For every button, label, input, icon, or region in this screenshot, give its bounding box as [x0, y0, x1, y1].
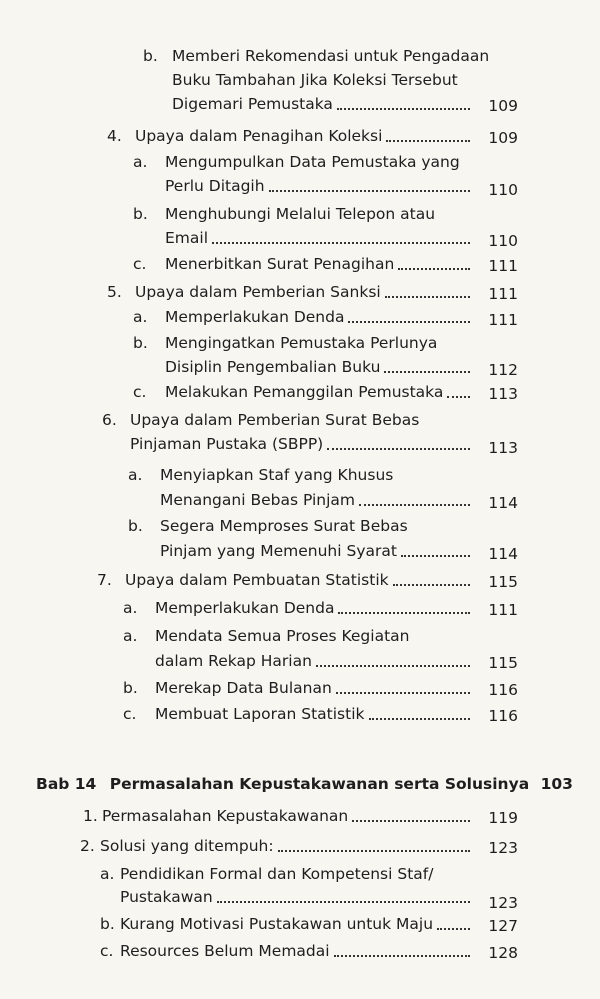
toc-item-label: a.	[133, 308, 148, 326]
toc-entry-row	[100, 834, 474, 858]
dot-leader	[384, 370, 470, 373]
toc-item-text: Mengumpulkan Data Pemustaka yang	[165, 153, 460, 171]
toc-item-text: Melakukan Pemanggilan Pemustaka	[165, 383, 444, 401]
toc-entry-row	[102, 804, 474, 828]
dot-leader	[336, 691, 470, 694]
toc-item-text: Pinjam yang Memenuhi Syarat	[160, 542, 397, 560]
toc-item-label: a.	[123, 599, 138, 617]
toc-item-text: Upaya dalam Pemberian Surat Bebas	[130, 411, 420, 429]
dot-leader	[348, 320, 470, 323]
chapter-page-number: 103	[540, 775, 573, 793]
toc-page-number: 112	[488, 361, 518, 379]
toc-item-text: Upaya dalam Pemberian Sanksi	[135, 283, 381, 301]
toc-page-number: 113	[488, 439, 518, 457]
toc-item-text: Upaya dalam Penagihan Koleksi	[135, 127, 383, 145]
toc-item-text: Memperlakukan Denda	[155, 599, 335, 617]
toc-item-label: a.	[100, 865, 115, 883]
toc-page-number: 113	[488, 385, 518, 403]
toc-item-label: 6.	[102, 411, 117, 429]
toc-item-label: b.	[133, 334, 148, 352]
toc-page-number: 114	[488, 494, 518, 512]
toc-item-text: Membuat Laporan Statistik	[155, 705, 365, 723]
dot-leader	[278, 849, 470, 852]
toc-entry-row	[155, 596, 474, 620]
toc-entry-row	[165, 380, 474, 404]
toc-page-number: 127	[488, 917, 518, 935]
toc-item-label: 1.	[83, 807, 98, 825]
toc-item-text: Segera Memproses Surat Bebas	[160, 517, 408, 535]
toc-item-text: Menghubungi Melalui Telepon atau	[165, 205, 436, 223]
toc-item-label: a.	[123, 627, 138, 645]
toc-entry-row	[155, 649, 474, 673]
toc-item-label: 7.	[97, 571, 112, 589]
chapter-title: Permasalahan Kepustakawanan serta Solusinya	[109, 775, 530, 793]
dot-leader	[447, 395, 470, 398]
toc-item-text: Menangani Bebas Pinjam	[160, 491, 355, 509]
toc-page-number: 109	[488, 129, 518, 147]
toc-entry-row	[165, 174, 474, 198]
dot-leader	[338, 611, 470, 614]
toc-item-label: b.	[128, 517, 143, 535]
dot-leader	[437, 927, 470, 930]
toc-entry-row	[155, 702, 474, 726]
toc-entry-row	[135, 124, 474, 148]
toc-item-label: a.	[133, 153, 148, 171]
toc-item-text: Mengingatkan Pemustaka Perlunya	[165, 334, 438, 352]
dot-leader	[359, 503, 470, 506]
toc-item-text: Pinjaman Pustaka (SBPP)	[130, 435, 324, 453]
toc-item-text: Buku Tambahan Jika Koleksi Tersebut	[172, 71, 458, 89]
chapter-label: Bab 14	[36, 775, 97, 793]
dot-leader	[327, 447, 470, 450]
toc-entry-row	[160, 488, 474, 512]
dot-leader	[398, 267, 470, 270]
toc-item-text: Digemari Pemustaka	[172, 95, 333, 113]
toc-page-number: 123	[488, 894, 518, 912]
dot-leader	[316, 664, 470, 667]
dot-leader	[369, 717, 471, 720]
toc-entry-row	[120, 939, 474, 963]
toc-item-label: c.	[133, 383, 147, 401]
toc-item-text: Disiplin Pengembalian Buku	[165, 358, 381, 376]
toc-item-text: Solusi yang ditempuh:	[100, 837, 274, 855]
toc-item-text: Resources Belum Memadai	[120, 942, 330, 960]
toc-item-label: c.	[100, 942, 114, 960]
toc-entry-row	[172, 92, 474, 116]
toc-item-text: Perlu Ditagih	[165, 177, 265, 195]
toc-item-text: Pendidikan Formal dan Kompetensi Staf/	[120, 865, 434, 883]
toc-item-label: 5.	[107, 283, 122, 301]
dot-leader	[385, 295, 470, 298]
toc-entry-row	[165, 355, 474, 379]
toc-item-text: Memperlakukan Denda	[165, 308, 345, 326]
toc-item-text: Upaya dalam Pembuatan Statistik	[125, 571, 389, 589]
toc-entry-row	[160, 539, 474, 563]
toc-page-number: 116	[488, 707, 518, 725]
dot-leader	[401, 554, 470, 557]
dot-leader	[393, 583, 470, 586]
toc-item-text: Memberi Rekomendasi untuk Pengadaan	[172, 47, 490, 65]
toc-page-number: 110	[488, 232, 518, 250]
dot-leader	[386, 139, 470, 142]
toc-page-number: 111	[488, 601, 518, 619]
toc-item-text: Merekap Data Bulanan	[155, 679, 332, 697]
toc-item-text: dalam Rekap Harian	[155, 652, 312, 670]
toc-entry-row	[130, 432, 474, 456]
toc-item-text: Email	[165, 229, 209, 247]
toc-page-number: 110	[488, 181, 518, 199]
toc-page-number: 128	[488, 944, 518, 962]
toc-page-number: 119	[488, 809, 518, 827]
toc-page-number: 116	[488, 681, 518, 699]
toc-item-text: Menerbitkan Surat Penagihan	[165, 255, 395, 273]
toc-page-number: 109	[488, 97, 518, 115]
toc-item-text: Mendata Semua Proses Kegiatan	[155, 627, 410, 645]
toc-item-label: c.	[133, 255, 147, 273]
toc-page-number: 123	[488, 839, 518, 857]
toc-entry-row	[120, 912, 474, 936]
toc-page-number: 115	[488, 654, 518, 672]
toc-entry-row	[125, 568, 474, 592]
toc-item-text: Pustakawan	[120, 888, 213, 906]
toc-item-label: 4.	[107, 127, 122, 145]
toc-entry-row	[165, 252, 474, 276]
toc-entry-row	[155, 676, 474, 700]
toc-item-label: b.	[100, 915, 115, 933]
toc-item-label: a.	[128, 466, 143, 484]
toc-item-label: b.	[143, 47, 158, 65]
toc-entry-row	[165, 226, 474, 250]
toc-item-label: c.	[123, 705, 137, 723]
toc-entry-row	[135, 280, 474, 304]
toc-item-text: Kurang Motivasi Pustakawan untuk Maju	[120, 915, 434, 933]
dot-leader	[217, 900, 470, 903]
dot-leader	[269, 189, 470, 192]
toc-page-number: 111	[488, 285, 518, 303]
toc-entry-row	[165, 305, 474, 329]
toc-page-number: 115	[488, 573, 518, 591]
chapter-heading	[36, 772, 573, 796]
toc-entry-row	[120, 885, 474, 909]
dot-leader	[212, 241, 470, 244]
toc-item-label: b.	[123, 679, 138, 697]
toc-item-label: 2.	[80, 837, 95, 855]
dot-leader	[337, 107, 470, 110]
dot-leader	[352, 819, 470, 822]
dot-leader	[334, 954, 470, 957]
toc-page-number: 111	[488, 311, 518, 329]
toc-item-label: b.	[133, 205, 148, 223]
toc-item-text: Permasalahan Kepustakawanan	[102, 807, 349, 825]
toc-page-number: 111	[488, 257, 518, 275]
toc-item-text: Menyiapkan Staf yang Khusus	[160, 466, 394, 484]
toc-page-number: 114	[488, 545, 518, 563]
